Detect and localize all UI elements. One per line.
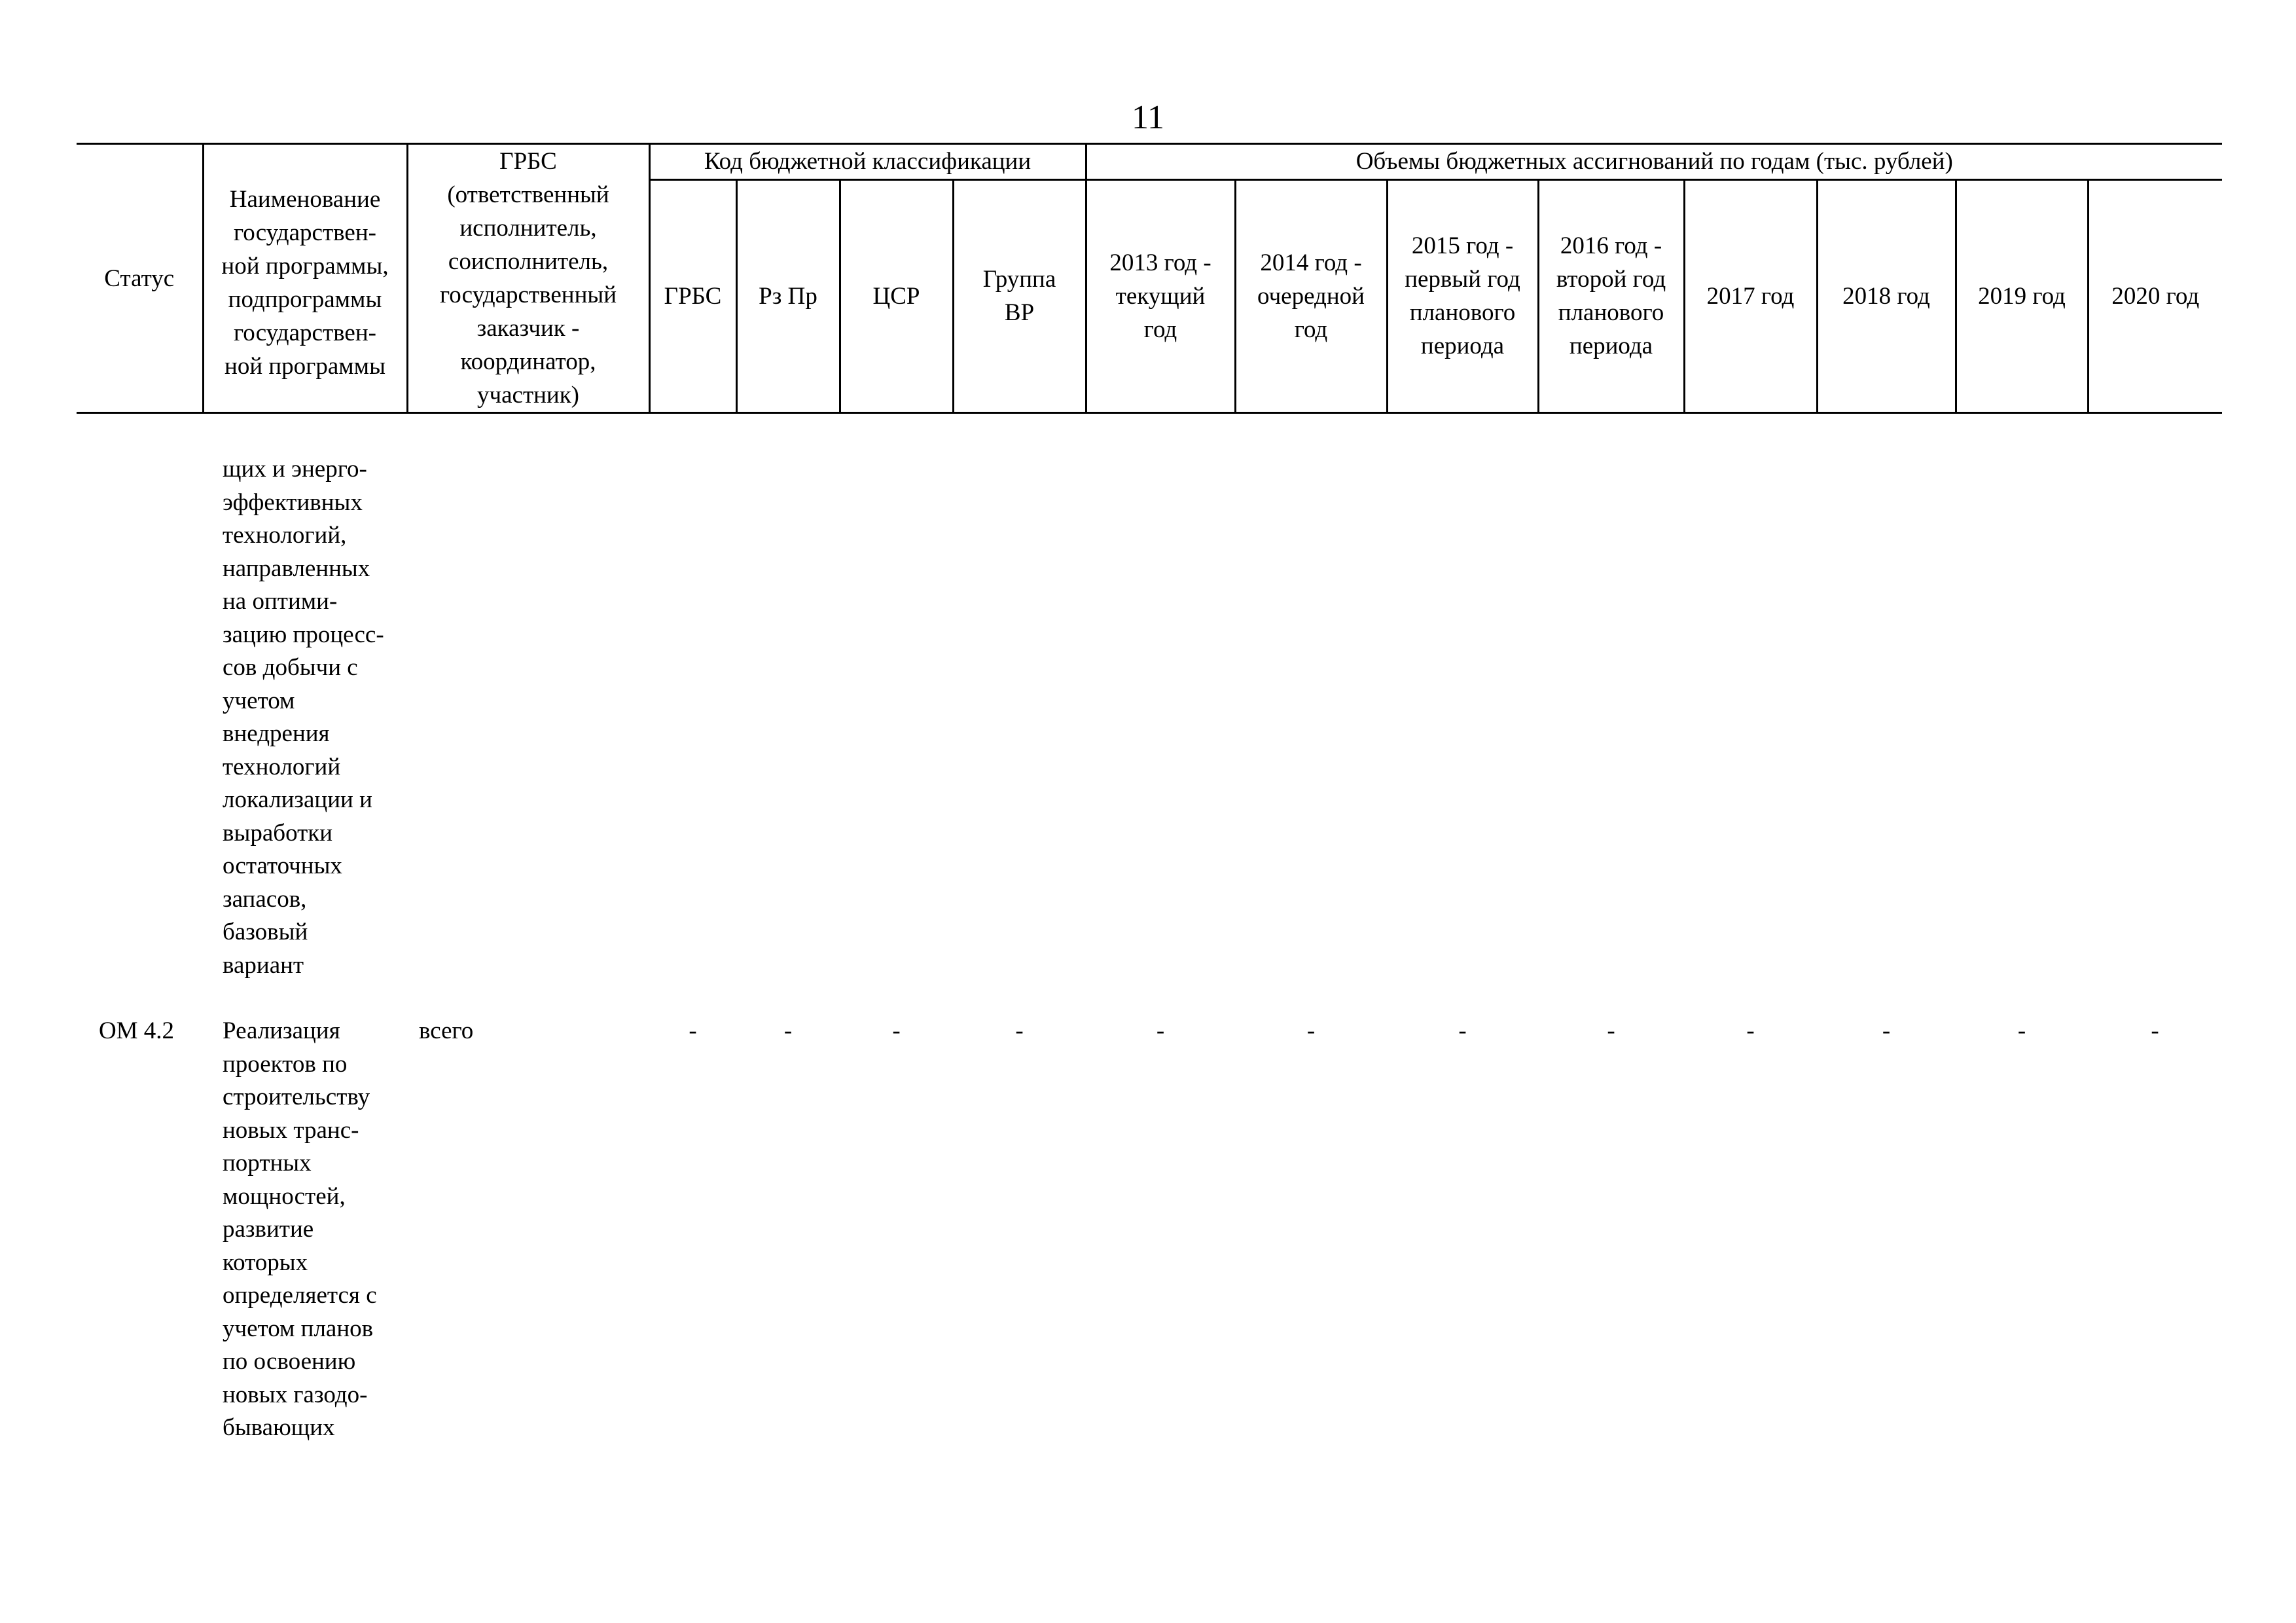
- code-rzpr-header: [736, 179, 840, 412]
- name-line: направленных: [223, 555, 370, 582]
- row-values-empty: [649, 453, 2222, 982]
- name-line: мощностей,: [223, 1182, 346, 1210]
- status-header: Статус: [77, 144, 203, 413]
- name-line: щих и энерго-: [223, 456, 367, 483]
- volumes-group-header: Объемы бюджетных ассигнований по годам (тыс. рублей): [1086, 144, 2222, 180]
- name-line: развитие: [223, 1216, 314, 1243]
- header-line: 2018 год: [1842, 282, 1930, 310]
- header-line: исполнитель,: [459, 215, 597, 242]
- name-line: учетом: [223, 687, 295, 714]
- code-vr-group-header: [953, 179, 1086, 412]
- header-line: 2017 год: [1706, 282, 1795, 310]
- header-line: Группа: [982, 266, 1056, 293]
- value-2013: -: [1156, 1017, 1165, 1044]
- header-line: ВР: [1004, 299, 1035, 327]
- header-line: текущий: [1115, 282, 1206, 310]
- header-line: ЦСР: [872, 282, 920, 310]
- code-grbs-header: [649, 179, 736, 412]
- header-line: ной программы: [224, 353, 386, 380]
- year-2017-header: [1684, 179, 1817, 412]
- header-line: координатор,: [460, 348, 596, 375]
- name-line: эффективных: [223, 488, 363, 516]
- value-2014: -: [1306, 1017, 1316, 1044]
- name-line: зацию процесс-: [223, 621, 384, 648]
- header-line: год: [1143, 316, 1177, 343]
- value-2018: -: [1882, 1017, 1891, 1044]
- year-2019-header: [1956, 179, 2088, 412]
- header-line: планового: [1409, 299, 1516, 327]
- program-name-header: [203, 144, 407, 413]
- year-2014-header: [1235, 179, 1387, 412]
- name-line: учетом планов: [223, 1315, 374, 1342]
- value-2017: -: [1746, 1017, 1755, 1044]
- header-line: Наименование: [229, 186, 381, 213]
- header-line: планового: [1558, 299, 1664, 327]
- value-2020: -: [2151, 1017, 2159, 1044]
- table-row: [77, 1015, 2222, 1445]
- name-line: внедрения: [223, 720, 330, 747]
- spacer-row: [77, 982, 2222, 1015]
- header-line: периода: [1569, 333, 1653, 360]
- year-2013-header: [1086, 179, 1235, 412]
- header-line: 2014 год -: [1260, 249, 1362, 276]
- name-line: вариант: [223, 951, 304, 979]
- header-line: ной программы,: [221, 253, 389, 280]
- year-2016-header: [1538, 179, 1684, 412]
- header-line: год: [1294, 316, 1328, 343]
- table-header: [77, 144, 2222, 413]
- header-line: государственный: [439, 282, 617, 308]
- value-2016: -: [1607, 1017, 1615, 1044]
- name-line: локализации и: [223, 786, 372, 813]
- name-line: новых газодо-: [223, 1381, 368, 1408]
- value-2019: -: [2017, 1017, 2026, 1044]
- header-line: соисполнитель,: [448, 248, 609, 275]
- header-line: государствен-: [234, 219, 376, 246]
- grbs-responsible-header: [407, 144, 649, 413]
- name-line: проектов по: [223, 1050, 348, 1078]
- table-body: [77, 413, 2222, 1445]
- name-line: базовый: [223, 919, 308, 945]
- name-line: технологий,: [223, 522, 347, 549]
- header-line: (ответственный: [447, 181, 609, 208]
- row-status: ОМ 4.2: [98, 1017, 175, 1044]
- name-line: технологий: [223, 753, 341, 780]
- budget-code-group-header: Код бюджетной классификации: [649, 144, 1086, 180]
- header-line: первый год: [1405, 266, 1520, 293]
- value-2015: -: [1458, 1017, 1467, 1044]
- spacer-row: [77, 413, 2222, 454]
- header-line: ГРБС: [664, 282, 722, 310]
- row-program-name: [203, 453, 407, 982]
- name-line: строительству: [223, 1084, 370, 1110]
- name-line: новых транс-: [223, 1116, 359, 1144]
- row-responsible: всего: [419, 1017, 474, 1044]
- value-code-grbs: -: [689, 1017, 697, 1044]
- header-row-1: [77, 144, 2222, 180]
- name-line: портных: [223, 1150, 312, 1176]
- header-line: очередной: [1257, 282, 1365, 310]
- header-line: 2013 год -: [1109, 249, 1211, 276]
- page-number: 11: [1131, 99, 1165, 136]
- row-status: [77, 453, 203, 982]
- name-line: Реализация: [223, 1017, 340, 1044]
- row-responsible: [407, 453, 649, 982]
- budget-table: [77, 143, 2222, 1445]
- header-line: государствен-: [234, 319, 376, 346]
- name-line: остаточных: [223, 852, 342, 879]
- header-line: 2020 год: [2111, 282, 2200, 310]
- value-code-rzpr: -: [783, 1017, 793, 1044]
- name-line: на оптими-: [223, 588, 338, 615]
- name-line: сов добычи с: [223, 654, 358, 681]
- header-line: подпрограммы: [228, 286, 382, 313]
- name-line: запасов,: [223, 885, 307, 913]
- name-line: по освоению: [223, 1348, 356, 1375]
- value-code-vr: -: [1015, 1017, 1024, 1044]
- header-line: Рз Пр: [759, 282, 817, 310]
- name-line: выработки: [223, 819, 333, 847]
- value-code-csr: -: [892, 1017, 901, 1044]
- name-line: которых: [223, 1249, 308, 1276]
- header-line: 2015 год -: [1411, 232, 1514, 260]
- header-line: периода: [1420, 333, 1505, 360]
- table-row: [77, 453, 2222, 982]
- name-line: бывающих: [223, 1414, 335, 1441]
- name-line: определяется с: [223, 1282, 377, 1309]
- header-line: второй год: [1556, 266, 1666, 293]
- header-line: 2019 год: [1978, 282, 2066, 310]
- header-line: ГРБС: [499, 148, 557, 175]
- year-2015-header: [1387, 179, 1538, 412]
- header-line: участник): [476, 382, 580, 409]
- row-program-name: [203, 1015, 407, 1445]
- code-csr-header: [840, 179, 953, 412]
- header-line: заказчик -: [476, 315, 580, 342]
- year-2018-header: [1817, 179, 1956, 412]
- header-line: 2016 год -: [1560, 232, 1662, 260]
- year-2020-header: [2088, 179, 2222, 412]
